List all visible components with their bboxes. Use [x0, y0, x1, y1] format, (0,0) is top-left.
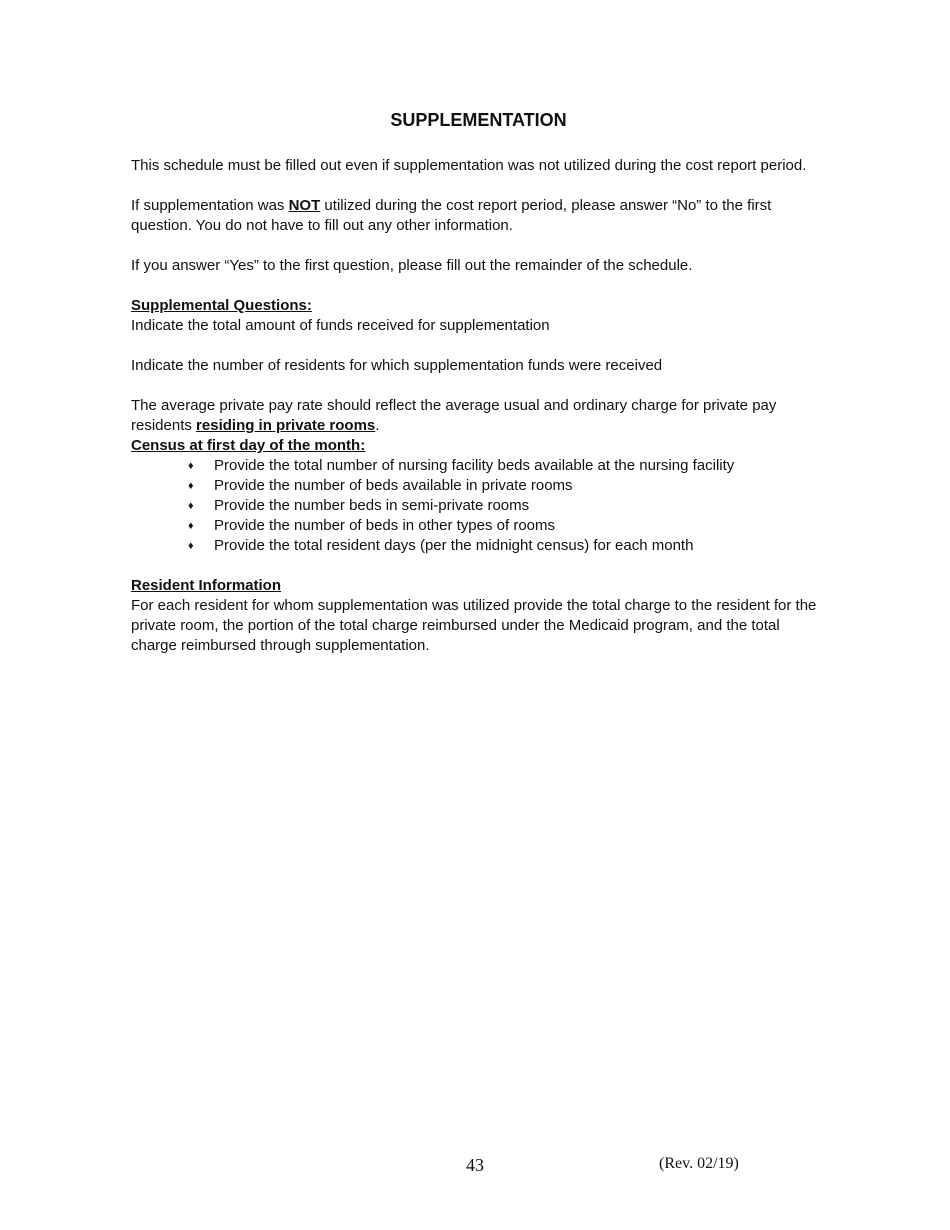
census-item-text: Provide the total number of nursing facility beds available at the nursing facility — [214, 457, 735, 474]
funds-received-instruction: Indicate the total amount of funds received for supplementation — [131, 317, 550, 334]
page-title: SUPPLEMENTATION — [390, 110, 567, 130]
not-utilized-text-post: utilized during the cost report period, please answer “No” to the first question. You do not have to fill out any other information. — [131, 197, 772, 234]
diamond-bullet-icon: ♦ — [188, 480, 194, 492]
private-pay-text-pre: The average private pay rate should reflect the average usual and ordinary charge for private pay residents — [131, 397, 777, 434]
census-item-text: Provide the total resident days (per the midnight census) for each month — [214, 537, 694, 554]
revision-label: (Rev. 02/19) — [659, 1155, 739, 1172]
list-item — [188, 536, 826, 556]
not-utilized-text-pre: If supplementation was — [131, 197, 289, 214]
census-item-text: Provide the number beds in semi-private rooms — [214, 497, 530, 514]
intro-paragraph: This schedule must be filled out even if supplementation was not utilized during the cost report period. — [131, 157, 807, 174]
not-emphasis: NOT — [288, 197, 321, 214]
residents-count-instruction: Indicate the number of residents for which supplementation funds were received — [131, 357, 663, 374]
resident-information-heading: Resident Information — [131, 577, 282, 594]
diamond-bullet-icon: ♦ — [188, 540, 194, 552]
private-rooms-emphasis: residing in private rooms — [196, 417, 376, 434]
list-item — [188, 496, 826, 516]
diamond-bullet-icon: ♦ — [188, 520, 194, 532]
diamond-bullet-icon: ♦ — [188, 460, 194, 472]
not-utilized-paragraph — [131, 196, 826, 236]
census-heading: Census at first day of the month: — [131, 437, 366, 454]
census-item-text: Provide the number of beds available in private rooms — [214, 477, 573, 494]
census-item-text: Provide the number of beds in other types of rooms — [214, 517, 556, 534]
diamond-bullet-icon: ♦ — [188, 500, 194, 512]
page-content — [131, 108, 826, 656]
private-pay-paragraph — [131, 396, 826, 436]
page-number: 43 — [466, 1155, 484, 1175]
private-pay-text-post: . — [375, 417, 380, 434]
census-list — [131, 456, 826, 556]
supplemental-questions-heading: Supplemental Questions: — [131, 297, 312, 314]
resident-information-body: For each resident for whom supplementation was utilized provide the total charge to the resident for the private room, the portion of the total charge reimbursed under the Medicaid program, and the total charge reimbursed through supplementation. — [131, 597, 817, 654]
list-item — [188, 476, 826, 496]
list-item — [188, 456, 826, 476]
list-item — [188, 516, 826, 536]
yes-answer-paragraph: If you answer “Yes” to the first question, please fill out the remainder of the schedule. — [131, 257, 693, 274]
